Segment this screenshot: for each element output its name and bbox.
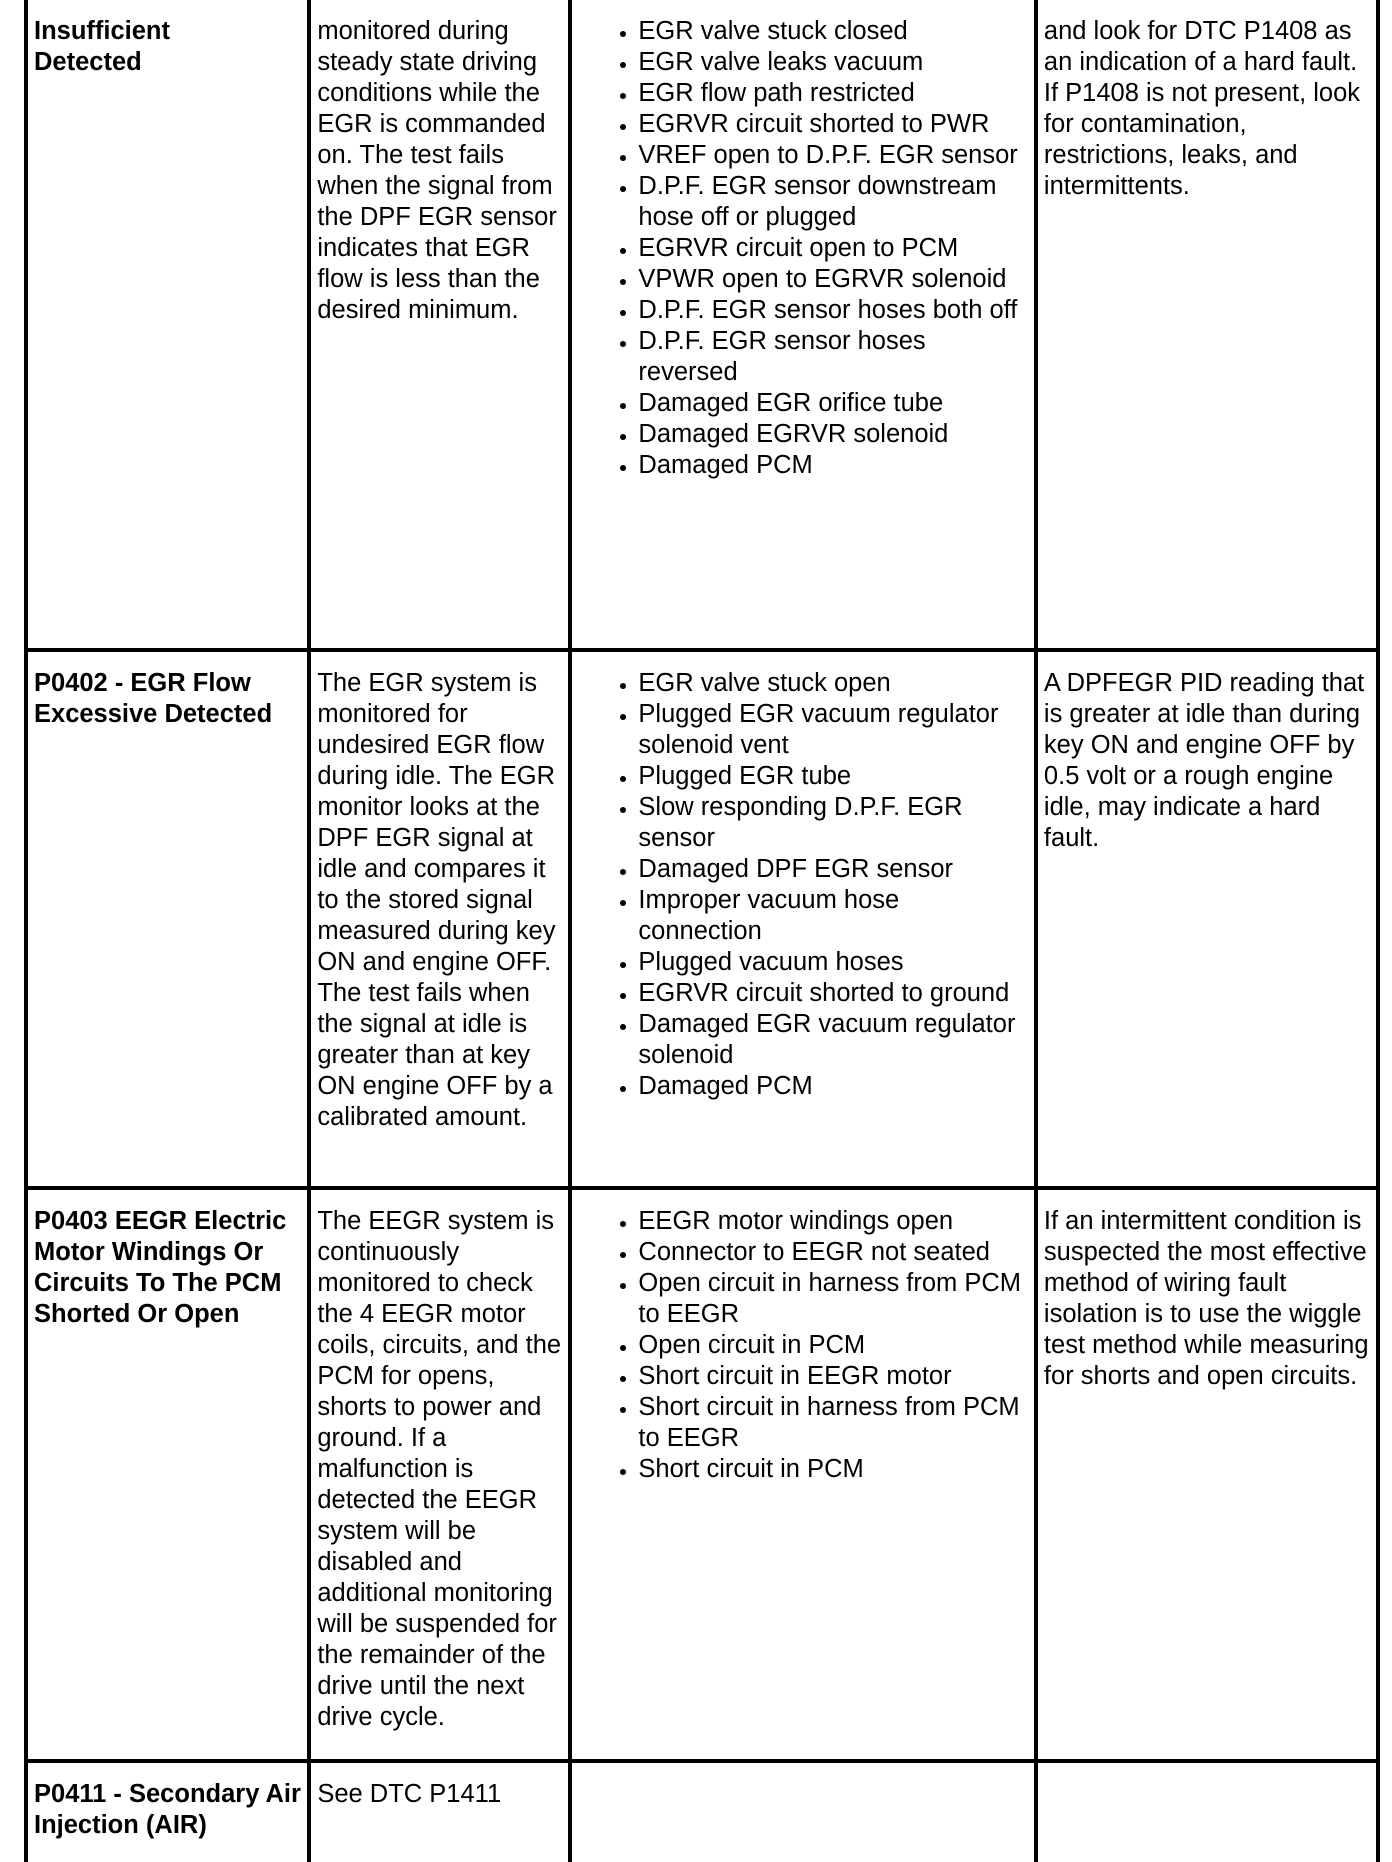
dtc-description: The EGR system is monitored for undesired EGR flow during idle. The EGR monitor looks at the DPF EGR signal at idle and compares it to the stored signal measured during key ON and engine OFF. The test fails when the signal at idle is greater than at key ON engine OFF by a calibrated amount. bbox=[317, 669, 556, 1131]
cause-item: • D.P.F. EGR sensor hoses both off bbox=[638, 295, 1028, 326]
table-row bbox=[26, 1761, 1378, 1862]
cause-item: • Plugged EGR tube bbox=[638, 761, 1028, 792]
cause-list bbox=[578, 1206, 1028, 1485]
description-cell bbox=[309, 0, 570, 650]
dtc-action: A DPFEGR PID reading that is greater at idle than during key ON and engine OFF by 0.5 volt or a rough engine idle, may indicate a hard fault. bbox=[1043, 669, 1365, 852]
cause-item: • Plugged EGR vacuum regulator solenoid vent bbox=[638, 699, 1028, 761]
cause-item: • Damaged EGRVR solenoid bbox=[638, 419, 1028, 450]
cause-item: • Damaged PCM bbox=[638, 450, 1028, 481]
cause-list bbox=[578, 668, 1028, 1102]
dtc-description: monitored during steady state driving conditions while the EGR is commanded on. The test fails when the signal from the DPF EGR sensor indicates that EGR flow is less than the desired minimum. bbox=[317, 17, 557, 324]
dtc-code-cell bbox=[26, 0, 309, 650]
cause-item: • EGR valve stuck closed bbox=[638, 16, 1028, 47]
cause-item: • Plugged vacuum hoses bbox=[638, 947, 1028, 978]
dtc-description: The EEGR system is continuously monitored to check the 4 EEGR motor coils, circuits, and the PCM for opens, shorts to power and ground. If a malfunction is detected the EEGR system will be disabled and additional monitoring will be suspended for the remainder of the drive until the next drive cycle. bbox=[317, 1207, 562, 1731]
dtc-code: P0402 - EGR Flow Excessive Detected bbox=[34, 669, 273, 728]
cause-item: • EGRVR circuit shorted to PWR bbox=[638, 109, 1028, 140]
dtc-code: Insufficient Detected bbox=[34, 17, 171, 76]
description-cell bbox=[309, 1761, 570, 1862]
cause-item: • EGR flow path restricted bbox=[638, 78, 1028, 109]
cause-item: • EGR valve stuck open bbox=[638, 668, 1028, 699]
action-cell bbox=[1036, 1761, 1378, 1862]
cause-item: • Short circuit in harness from PCM to EEGR bbox=[638, 1392, 1028, 1454]
causes-cell bbox=[570, 1761, 1036, 1862]
causes-cell bbox=[570, 1188, 1036, 1761]
cause-item: • EGRVR circuit shorted to ground bbox=[638, 978, 1028, 1009]
dtc-code-cell bbox=[26, 650, 309, 1188]
causes-cell bbox=[570, 650, 1036, 1188]
dtc-code-cell bbox=[26, 1761, 309, 1862]
cause-item: • Damaged EGR vacuum regulator solenoid bbox=[638, 1009, 1028, 1071]
action-cell bbox=[1036, 0, 1378, 650]
cause-list bbox=[578, 16, 1028, 481]
cause-item: • Damaged DPF EGR sensor bbox=[638, 854, 1028, 885]
cause-item: • EEGR motor windings open bbox=[638, 1206, 1028, 1237]
dtc-code: P0403 EEGR Electric Motor Windings Or Circuits To The PCM Shorted Or Open bbox=[34, 1207, 287, 1328]
cause-item: • Short circuit in PCM bbox=[638, 1454, 1028, 1485]
cause-item: • Open circuit in PCM bbox=[638, 1330, 1028, 1361]
dtc-action: If an intermittent condition is suspected the most effective method of wiring fault isolation is to use the wiggle test method while measuring for shorts and open circuits. bbox=[1043, 1207, 1369, 1390]
cause-item: • VREF open to D.P.F. EGR sensor bbox=[638, 140, 1028, 171]
cause-item: • D.P.F. EGR sensor hoses reversed bbox=[638, 326, 1028, 388]
cause-item: • D.P.F. EGR sensor downstream hose off or plugged bbox=[638, 171, 1028, 233]
cause-item: • Damaged EGR orifice tube bbox=[638, 388, 1028, 419]
cause-item: • Improper vacuum hose connection bbox=[638, 885, 1028, 947]
dtc-code-cell bbox=[26, 1188, 309, 1761]
cause-item: • Slow responding D.P.F. EGR sensor bbox=[638, 792, 1028, 854]
cause-item: • Connector to EEGR not seated bbox=[638, 1237, 1028, 1268]
dtc-action: and look for DTC P1408 as an indication of a hard fault. If P1408 is not present, look for contamination, restrictions, leaks, and intermittents. bbox=[1043, 17, 1361, 200]
cause-item: • Short circuit in EEGR motor bbox=[638, 1361, 1028, 1392]
cause-item: • EGR valve leaks vacuum bbox=[638, 47, 1028, 78]
dtc-code: P0411 - Secondary Air Injection (AIR) bbox=[34, 1780, 301, 1839]
causes-cell bbox=[570, 0, 1036, 650]
action-cell bbox=[1036, 1188, 1378, 1761]
cause-item: • EGRVR circuit open to PCM bbox=[638, 233, 1028, 264]
dtc-description: See DTC P1411 bbox=[317, 1780, 502, 1808]
cause-item: • Open circuit in harness from PCM to EEGR bbox=[638, 1268, 1028, 1330]
cause-item: • VPWR open to EGRVR solenoid bbox=[638, 264, 1028, 295]
cause-item: • Damaged PCM bbox=[638, 1071, 1028, 1102]
table-row bbox=[26, 1188, 1378, 1761]
description-cell bbox=[309, 1188, 570, 1761]
table-row bbox=[26, 0, 1378, 650]
dtc-table bbox=[24, 0, 1380, 1862]
dtc-table-body bbox=[26, 0, 1378, 1862]
description-cell bbox=[309, 650, 570, 1188]
action-cell bbox=[1036, 650, 1378, 1188]
table-row bbox=[26, 650, 1378, 1188]
